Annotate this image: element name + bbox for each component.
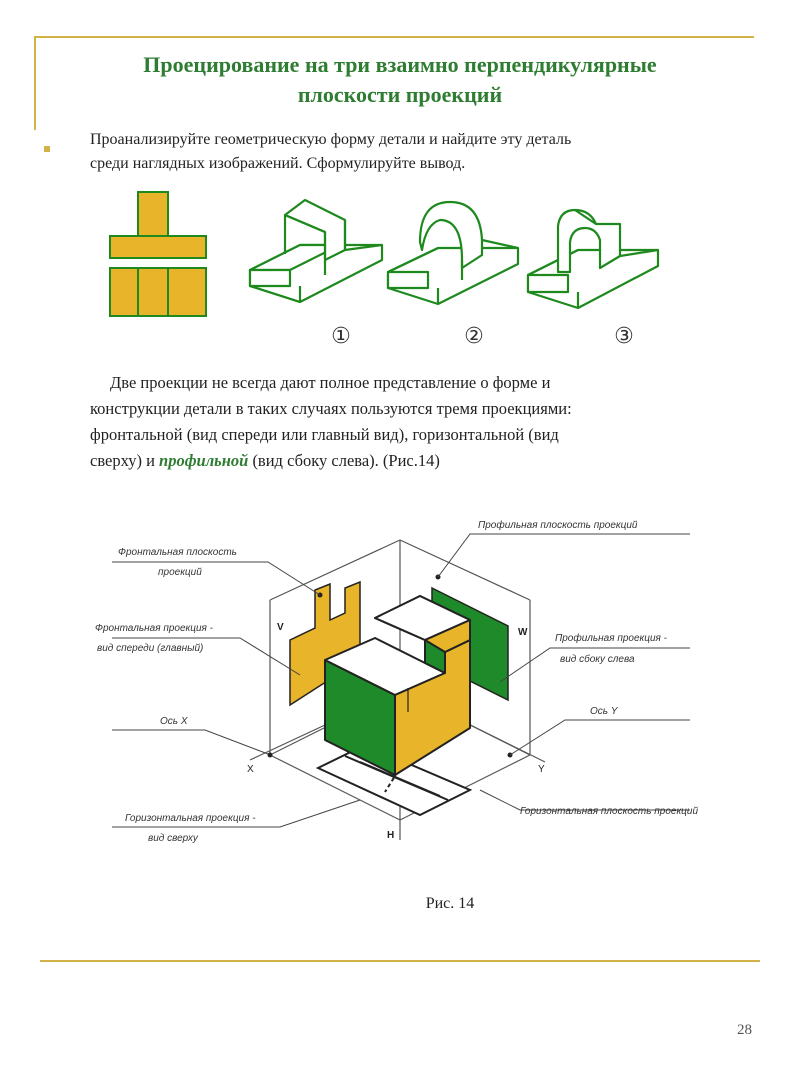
projection-planes-diagram [0,500,800,880]
para-line-1: Две проекции не всегда дают полное представление о форме и [110,373,551,392]
isometric-part-1 [250,200,382,302]
label-front-plane-2: проекций [158,567,202,578]
label-front-proj-1: Фронтальная проекция - [95,623,213,634]
option-label-3: ③ [614,324,634,349]
label-axis-x: Ось X [160,716,188,727]
para-line-4 [90,448,730,474]
label-horiz-proj-2: вид сверху [148,833,198,844]
letter-v: V [277,622,284,633]
title-line-1: Проецирование на три взаимно перпендикулярные [143,52,657,77]
label-horiz-proj-1: Горизонтальная проекция - [125,813,256,824]
label-front-proj-2: вид спереди (главный) [97,643,204,654]
label-profile-proj-2: вид сбоку слева [560,654,635,665]
title-line-2: плоскости проекций [297,82,503,107]
bullet-square-icon [44,146,50,152]
label-profile-proj-1: Профильная проекция - [555,633,668,644]
isometric-part-2 [388,202,518,304]
figure-caption: Рис. 14 [425,895,475,912]
para-line-2: конструкции детали в таких случаях пользуются тремя проекциями: [90,399,572,418]
orthographic-projection-figure [110,192,206,316]
frame-top-rule [34,36,754,38]
letter-w: W [518,627,528,638]
frame-left-rule [34,36,36,130]
part-figures [0,180,800,360]
task-line-2: среди наглядных изображений. Сформулируйте вывод. [90,155,466,172]
para-line-4-end: (вид сбоку слева). (Рис.14) [248,451,440,470]
letter-y: Y [538,764,545,775]
explanation-paragraph [90,370,730,474]
task-line-1: Проанализируйте геометрическую форму детали и найдите эту деталь [90,131,572,148]
page-number: 28 [737,1022,752,1038]
letter-x: X [247,764,254,775]
task-text [90,128,750,176]
label-axis-y: Ось Y [590,706,618,717]
bottom-rule [40,960,760,962]
axis-x-origin-dot [268,753,273,758]
option-label-2: ② [464,324,484,349]
option-label-1: ① [331,324,351,349]
label-front-plane-1: Фронтальная плоскость [118,547,237,558]
slide-title [60,50,740,110]
para-line-3: фронтальной (вид спереди или главный вид), горизонтальной (вид [90,425,559,444]
letter-h: H [387,830,395,841]
isometric-part-3 [528,210,658,308]
profile-term: профильной [159,451,249,470]
label-profile-plane: Профильная плоскость проекций [478,520,638,531]
para-line-4-start: сверху) и [90,451,160,470]
label-horiz-plane: Горизонтальная плоскость проекций [520,806,699,817]
